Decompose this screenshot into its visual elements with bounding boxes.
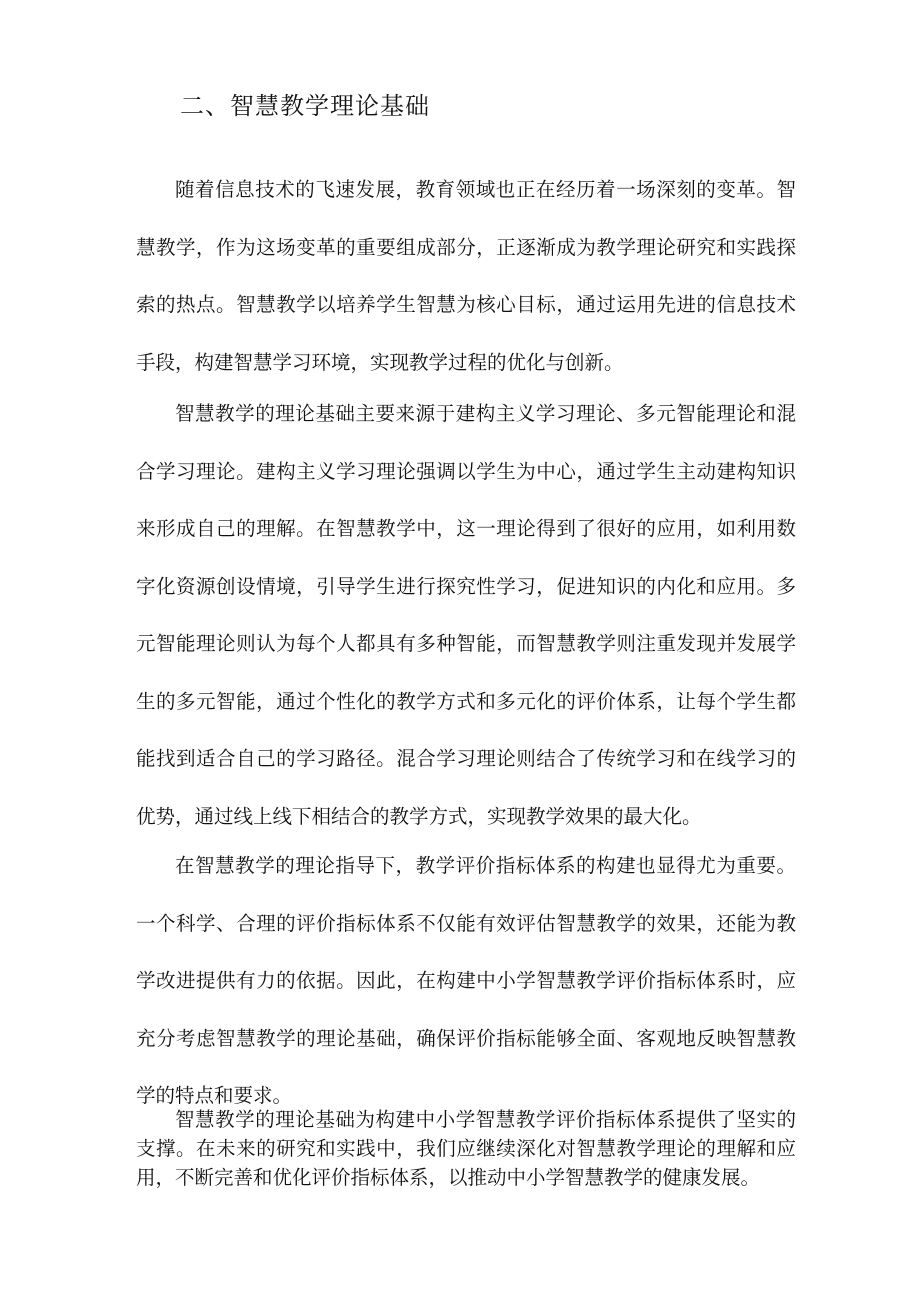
paragraph-evaluation-importance: 在智慧教学的理论指导下，教学评价指标体系的构建也显得尤为重要。一个科学、合理的评价指标体系不仅能有效评估智慧教学的效果，还能为教学改进提供有力的依据。因此，在构建中小学智慧教学评价指标体系时，应充分考虑智慧教学的理论基础，确保评价指标能够全面、客观地反映智慧教学的特点和要求。: [136, 854, 796, 1107]
paragraph-theory-sources: 智慧教学的理论基础主要来源于建构主义学习理论、多元智能理论和混合学习理论。建构主义学习理论强调以学生为中心，通过学生主动建构知识来形成自己的理解。在智慧教学中，这一理论得到了很好的应用，如利用数字化资源创设情境，引导学生进行探究性学习，促进知识的内化和应用。多元智能理论则认为每个人都具有多种智能，而智慧教学则注重发现并发展学生的多元智能，通过个性化的教学方式和多元化的评价体系，让每个学生都能找到适合自己的学习路径。混合学习理论则结合了传统学习和在线学习的优势，通过线上线下相结合的教学方式，实现教学效果的最大化。: [136, 402, 796, 828]
paragraph-intro: 随着信息技术的飞速发展，教育领域也正在经历着一场深刻的变革。智慧教学，作为这场变革的重要组成部分，正逐渐成为教学理论研究和实践探索的热点。智慧教学以培养学生智慧为核心目标，通过运用先进的信息技术手段，构建智慧学习环境，实现教学过程的优化与创新。: [136, 178, 796, 374]
section-heading: 二、智慧教学理论基础: [180, 92, 430, 120]
paragraph-conclusion: 智慧教学的理论基础为构建中小学智慧教学评价指标体系提供了坚实的支撑。在未来的研究和实践中，我们应继续深化对智慧教学理论的理解和应用，不断完善和优化评价指标体系，以推动中小学智慧教学的健康发展。: [136, 1108, 796, 1189]
